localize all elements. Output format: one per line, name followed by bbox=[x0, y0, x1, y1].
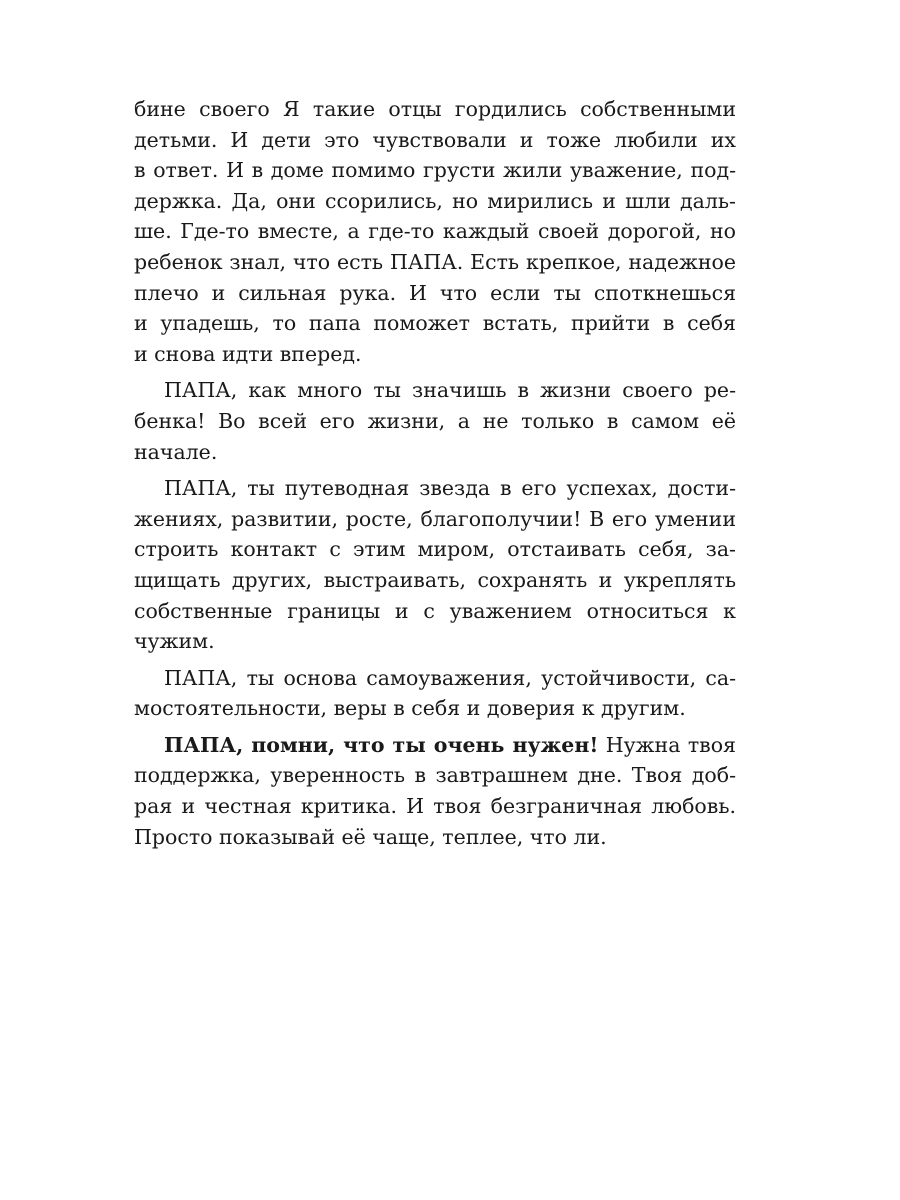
text-line: рая и честная критика. И твоя безграничная любовь. bbox=[134, 794, 736, 819]
text-line: собственные границы и с уважением относиться к bbox=[134, 598, 736, 623]
text-line: мостоятельности, веры в себя и доверия к другим. bbox=[134, 696, 686, 721]
paragraph-5 bbox=[134, 730, 736, 852]
text-line: и снова идти вперед. bbox=[134, 341, 362, 366]
text-line: держка. Да, они ссорились, но мирились и шли даль- bbox=[134, 188, 736, 213]
text-line: жениях, развитии, росте, благополучии! В его умении bbox=[134, 506, 736, 531]
paragraph-3 bbox=[134, 473, 736, 657]
text-line: начале. bbox=[134, 439, 218, 464]
text-line: ше. Где-то вместе, а где-то каждый своей дорогой, но bbox=[134, 219, 736, 244]
text-line: поддержка, уверенность в завтрашнем дне. Твоя доб- bbox=[134, 763, 736, 788]
text-line: плечо и сильная рука. И что если ты споткнешься bbox=[134, 280, 736, 305]
paragraph-2 bbox=[134, 375, 736, 467]
bold-lead-text: ПАПА, помни, что ты очень нужен! bbox=[164, 732, 599, 757]
text-line: бенка! Во всей его жизни, а не только в самом её bbox=[134, 408, 736, 433]
paragraph-1 bbox=[134, 94, 736, 369]
text-line: щищать других, выстраивать, сохранять и укреплять bbox=[134, 567, 736, 592]
text-line: ПАПА, ты основа самоуважения, устойчивости, са- bbox=[164, 665, 736, 690]
text-line bbox=[134, 730, 736, 761]
text-line: детьми. И дети это чувствовали и тоже любили их bbox=[134, 127, 736, 152]
page-text bbox=[134, 94, 736, 852]
text-line: строить контакт с этим миром, отстаивать себя, за- bbox=[134, 537, 736, 562]
text-line: ПАПА, ты путеводная звезда в его успехах, дости- bbox=[164, 476, 736, 501]
paragraph-4 bbox=[134, 663, 736, 724]
text-line: ребенок знал, что есть ПАПА. Есть крепкое, надежное bbox=[134, 249, 736, 274]
text-line: бине своего Я такие отцы гордились собственными bbox=[134, 97, 736, 121]
text-line: чужим. bbox=[134, 629, 215, 654]
text-fragment: Нужна твоя bbox=[598, 732, 736, 757]
text-line: ПАПА, как много ты значишь в жизни своего ре- bbox=[164, 378, 736, 403]
text-line: и упадешь, то папа поможет встать, прийти в себя bbox=[134, 311, 736, 336]
text-line: Просто показывай её чаще, теплее, что ли. bbox=[134, 824, 607, 849]
text-line: в ответ. И в доме помимо грусти жили уважение, под- bbox=[134, 158, 736, 183]
